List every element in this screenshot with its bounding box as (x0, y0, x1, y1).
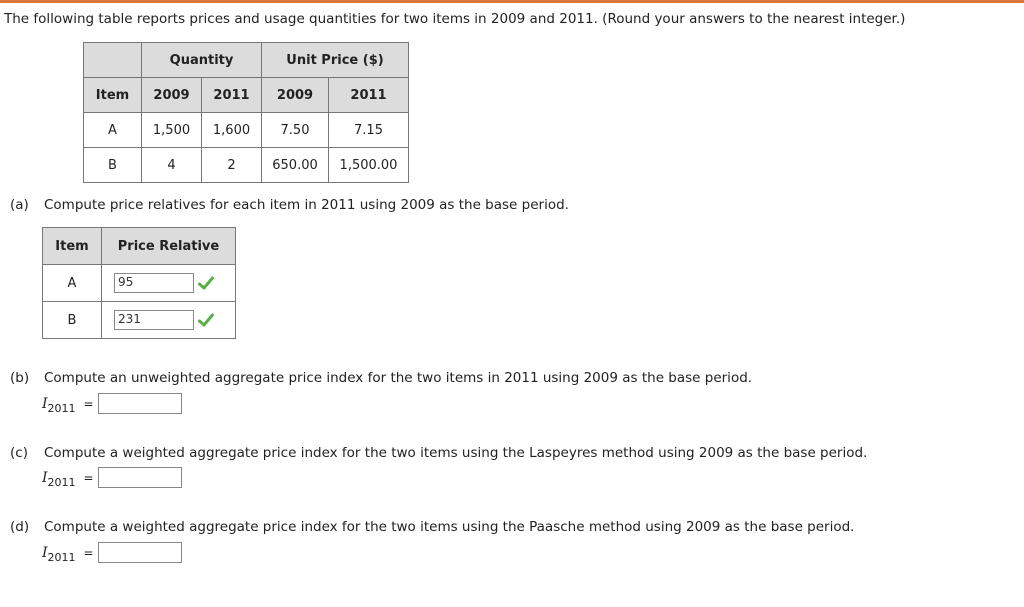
price-2011-header: 2011 (329, 78, 409, 113)
question-b-text: Compute an unweighted aggregate price index for the two items in 2011 using 2009 as the base period. (44, 370, 753, 386)
answer-b-row (42, 393, 182, 414)
price-quantity-table (83, 42, 409, 183)
question-b (10, 370, 752, 386)
price-2011-cell: 1,500.00 (329, 148, 409, 183)
question-d-tag: (d) (10, 519, 30, 535)
question-a-text: Compute price relatives for each item in 2011 using 2009 as the base period. (44, 197, 569, 213)
price-2009-cell: 7.50 (262, 113, 329, 148)
index-symbol: I (42, 544, 48, 561)
top-accent-rule (0, 0, 1024, 3)
item-column-header: Item (84, 78, 142, 113)
quantity-group-header: Quantity (142, 43, 262, 78)
quantity-2011-cell: 2 (202, 148, 262, 183)
table-corner-cell (84, 43, 142, 78)
item-cell: B (43, 302, 102, 339)
answer-d-row (42, 542, 182, 563)
table-row (43, 265, 236, 302)
table-row (84, 113, 409, 148)
item-cell: B (84, 148, 142, 183)
intro-text: The following table reports prices and usage quantities for two items in 2009 and 2011. (Round your answers to the nearest integer.) (4, 11, 906, 27)
question-d (10, 519, 854, 535)
item-column-header: Item (43, 228, 102, 265)
answer-c-row (42, 467, 182, 488)
equals-sign: = (83, 470, 94, 485)
table-row (84, 148, 409, 183)
quantity-2011-cell: 1,600 (202, 113, 262, 148)
quantity-2009-cell: 4 (142, 148, 202, 183)
question-a (10, 197, 569, 213)
index-symbol: I (42, 395, 48, 412)
question-c (10, 445, 867, 461)
price-2009-header: 2009 (262, 78, 329, 113)
price-relative-b-input[interactable]: 231 (114, 310, 194, 330)
question-c-tag: (c) (10, 445, 28, 461)
equals-sign: = (83, 545, 94, 560)
check-icon (198, 276, 214, 290)
laspeyres-index-input[interactable] (98, 467, 182, 488)
index-subscript: 2011 (47, 402, 76, 415)
item-cell: A (84, 113, 142, 148)
price-relative-a-input[interactable]: 95 (114, 273, 194, 293)
price-relative-header: Price Relative (102, 228, 236, 265)
quantity-2011-header: 2011 (202, 78, 262, 113)
price-2011-cell: 7.15 (329, 113, 409, 148)
index-subscript: 2011 (47, 551, 76, 564)
quantity-2009-cell: 1,500 (142, 113, 202, 148)
price-relative-table (42, 227, 236, 339)
price-relative-cell (102, 265, 236, 302)
price-2009-cell: 650.00 (262, 148, 329, 183)
check-icon (198, 313, 214, 327)
index-subscript: 2011 (47, 476, 76, 489)
table-row (43, 302, 236, 339)
quantity-2009-header: 2009 (142, 78, 202, 113)
question-d-text: Compute a weighted aggregate price index for the two items using the Paasche method using 2009 as the base period. (44, 519, 855, 535)
index-symbol: I (42, 469, 48, 486)
question-a-tag: (a) (10, 197, 29, 213)
question-c-text: Compute a weighted aggregate price index for the two items using the Laspeyres method using 2009 as the base period. (44, 445, 868, 461)
unit-price-group-header: Unit Price ($) (262, 43, 409, 78)
item-cell: A (43, 265, 102, 302)
price-relative-cell (102, 302, 236, 339)
question-b-tag: (b) (10, 370, 30, 386)
equals-sign: = (83, 396, 94, 411)
paasche-index-input[interactable] (98, 542, 182, 563)
unweighted-index-input[interactable] (98, 393, 182, 414)
